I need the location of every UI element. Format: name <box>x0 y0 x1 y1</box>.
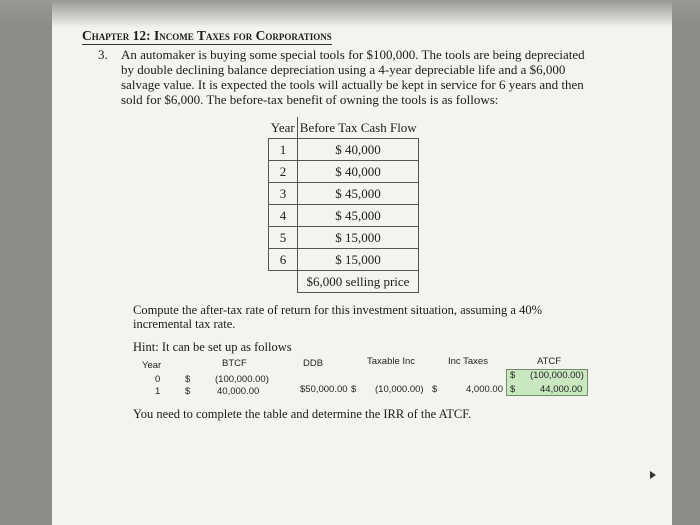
table-row <box>269 161 419 183</box>
calc-year: 0 <box>155 374 161 385</box>
cash-flow-table <box>268 117 419 293</box>
table-row <box>269 183 419 205</box>
calc-taxable-sym: $ <box>351 384 357 395</box>
calc-taxes: 4,000.00 <box>466 384 503 395</box>
year-cell: 5 <box>269 227 298 249</box>
selling-price-note: $6,000 selling price <box>298 271 419 293</box>
calc-atcf-sym: $ <box>510 370 516 381</box>
table-row <box>269 249 419 271</box>
calc-atcf: (100,000.00) <box>530 370 584 381</box>
problem-text: An automaker is buying some special tools for $100,000. The tools are being depreciated by double declining balance depreciation using a 4-year depreciable life and a $6,000 salvage value. It is expected the tools will actually be kept in service for 6 years and then sold for $6,000. The before-tax benefit of owning the tools is as follows: <box>121 47 585 107</box>
table-row <box>269 205 419 227</box>
calc-header-inc-taxes: Inc Taxes <box>448 356 488 367</box>
calc-header-btcf: BTCF <box>222 358 247 369</box>
flow-cell: $ 15,000 <box>298 249 419 271</box>
calc-btcf-sym: $ <box>185 386 191 397</box>
page-shadow <box>0 0 700 28</box>
year-cell: 4 <box>269 205 298 227</box>
table-header-flow: Before Tax Cash Flow <box>299 120 417 135</box>
flow-cell: $ 15,000 <box>298 227 419 249</box>
year-cell: 6 <box>269 249 298 271</box>
flow-cell: $ 40,000 <box>298 139 419 161</box>
year-cell: 3 <box>269 183 298 205</box>
calc-header-atcf: ATCF <box>537 356 562 367</box>
year-cell: 1 <box>269 139 298 161</box>
problem-number: 3. <box>98 47 108 62</box>
calc-btcf: (100,000.00) <box>215 374 269 385</box>
calc-atcf: 44,000.00 <box>540 384 583 395</box>
flow-cell: $ 45,000 <box>298 183 419 205</box>
calc-atcf-sym: $ <box>510 384 516 395</box>
calc-year: 1 <box>155 386 161 397</box>
flow-cell: $ 40,000 <box>298 161 419 183</box>
flow-cell: $ 45,000 <box>298 205 419 227</box>
table-header-year: Year <box>269 117 298 139</box>
calc-taxable: (10,000.00) <box>375 384 424 395</box>
calc-taxes-sym: $ <box>432 384 438 395</box>
calc-btcf: 40,000.00 <box>217 386 260 397</box>
calc-ddb: $50,000.00 <box>300 384 348 395</box>
table-row <box>269 227 419 249</box>
closing-instruction: You need to complete the table and determine the IRR of the ATCF. <box>133 407 472 421</box>
year-cell: 2 <box>269 161 298 183</box>
compute-instruction: Compute the after-tax rate of return for this investment situation, assuming a 40% incremental tax rate. <box>133 303 543 331</box>
calc-header-taxable: Taxable Inc <box>367 356 416 367</box>
pointer-cursor-icon <box>650 471 656 479</box>
chapter-heading: Chapter 12: Income Taxes for Corporations <box>82 28 332 43</box>
calc-header-year: Year <box>142 360 162 371</box>
calc-header-ddb: DDB <box>303 358 324 369</box>
calc-btcf-sym: $ <box>185 374 191 385</box>
hint-text: Hint: It can be set up as follows <box>133 340 292 354</box>
table-row <box>269 139 419 161</box>
